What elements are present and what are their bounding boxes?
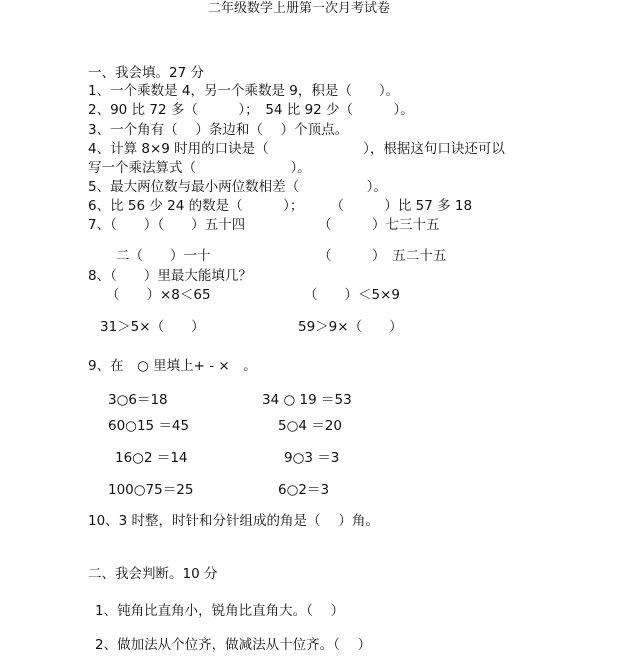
- question-8-row-2-right: 59＞9×（ ）: [298, 319, 403, 335]
- question-3: 3、一个角有（ ）条边和（ ）个顶点。: [88, 122, 349, 138]
- question-8-row-1-right: （ ）＜5×9: [304, 287, 400, 303]
- question-2: 2、90 比 72 多（ ）； 54 比 92 少（ ）。: [88, 102, 414, 118]
- question-8-row-1-left: （ ）×8＜65: [106, 287, 211, 303]
- question-5: 5、最大两位数与最小两位数相差（ ）。: [88, 179, 387, 195]
- question-7-row-1-right: （ ）七三十五: [318, 217, 440, 233]
- question-9-item: 60○15 ＝45: [108, 418, 190, 434]
- question-8: 8、（ ）里最大能填几？: [88, 268, 252, 284]
- judgement-1: 1、钝角比直角小，锐角比直角大。（ ）: [95, 603, 345, 619]
- question-1: 1、一个乘数是 4，另一个乘数是 9，积是（ ）。: [88, 83, 400, 99]
- question-10: 10、3 时整，时针和分针组成的角是（ ）角。: [88, 513, 379, 529]
- question-6: 6、比 56 少 24 的数是（ ）； （ ）比 57 多 18: [88, 198, 473, 214]
- judgement-2: 2、做加法从个位齐，做减法从十位齐。（ ）: [95, 637, 372, 653]
- question-7-row-2-left: 二（ ）一十: [116, 248, 211, 264]
- question-9-item: 34 ○ 19 ＝53: [262, 392, 352, 408]
- section-2-heading: 二、我会判断。10 分: [88, 566, 218, 582]
- question-9-item: 5○4 ＝20: [278, 418, 342, 434]
- question-4-line-1: 4、计算 8×9 时用的口诀是（ ），根据这句口诀还可以: [88, 141, 505, 157]
- question-9: 9、在 ○ 里填上+ - × 。: [88, 358, 257, 374]
- question-7-row-1-left: 7、（ ）（ ）五十四: [88, 217, 246, 233]
- question-7-row-2-right: （ ） 五二十五: [318, 248, 447, 264]
- question-4-line-2: 写一个乘法算式（ ）。: [88, 160, 311, 176]
- page-title: 二年级数学上册第一次月考试卷: [208, 1, 391, 16]
- question-9-item: 16○2 ＝14: [115, 450, 188, 466]
- question-9-item: 3○6＝18: [108, 392, 168, 408]
- question-8-row-2-left: 31＞5×（ ）: [100, 319, 205, 335]
- question-9-item: 6○2＝3: [278, 482, 330, 498]
- question-9-item: 9○3 ＝3: [284, 450, 340, 466]
- section-1-heading: 一、我会填。27 分: [88, 65, 204, 81]
- question-9-item: 100○75＝25: [108, 482, 194, 498]
